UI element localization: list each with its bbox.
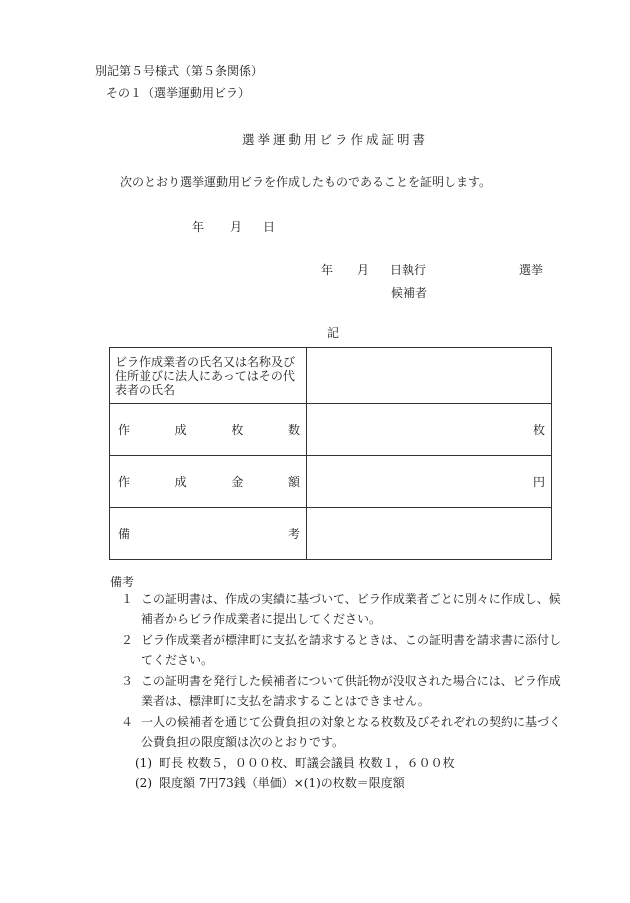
list-item: ３ この証明書を発行した候補者について供託物が没収された場合には、ビラ作成業者は、標津町に支払を請求することはできません。: [121, 674, 561, 708]
list-item: ４ 一人の候補者を通じて公費負担の対象となる枚数及びそれぞれの契約に基づく公費負担の限度額は次のとおりです。: [121, 715, 562, 749]
list-item: ２ ビラ作成業者が標津町に支払を請求するときは、この証明書を請求書に添付してください。: [121, 633, 562, 667]
election-kind: 選挙: [519, 263, 544, 277]
remarks-label: 備 考: [110, 508, 307, 560]
remarks-field[interactable]: [307, 508, 552, 560]
vendor-name-field[interactable]: [307, 348, 552, 404]
document-title: 選挙運動用ビラ作成証明書: [242, 132, 429, 147]
election-month: 月: [357, 263, 370, 277]
election-day-exec: 日執行: [390, 263, 427, 277]
table-row: [110, 404, 552, 456]
vendor-name-label: ビラ作成業者の氏名又は名称及び住所並びに法人にあってはその代表者の氏名: [110, 348, 307, 404]
list-item: (2) 限度額 7円73銭（単価）×(1)の枚数＝限度額: [135, 776, 405, 790]
table-row: [110, 456, 552, 508]
notes-list: [121, 589, 571, 793]
amount-field[interactable]: 円: [307, 456, 552, 508]
sub-label: その１（選挙運動用ビラ）: [106, 86, 251, 100]
date-year: 年: [192, 220, 205, 234]
count-field[interactable]: 枚: [307, 404, 552, 456]
list-item: (1) 町長 枚数５，０００枚、町議会議員 枚数１，６００枚: [135, 756, 455, 770]
table-row: [110, 348, 552, 404]
notes-heading: 備考: [110, 575, 135, 589]
date-day: 日: [263, 220, 276, 234]
ki-heading: 記: [327, 326, 340, 340]
statement-text: 次のとおり選挙運動用ビラを作成したものであることを証明します。: [120, 175, 492, 189]
candidate-label: 候補者: [391, 286, 428, 300]
table-row: [110, 508, 552, 560]
form-label: 別記第５号様式（第５条関係）: [95, 64, 264, 78]
count-label: 作 成 枚 数: [110, 404, 307, 456]
list-item: １ この証明書は、作成の実績に基づいて、ビラ作成業者ごとに別々に作成し、候補者からビラ作成業者に提出してください。: [121, 592, 561, 626]
election-year: 年: [321, 263, 334, 277]
amount-label: 作 成 金 額: [110, 456, 307, 508]
detail-table: [109, 347, 552, 560]
date-month: 月: [230, 220, 243, 234]
